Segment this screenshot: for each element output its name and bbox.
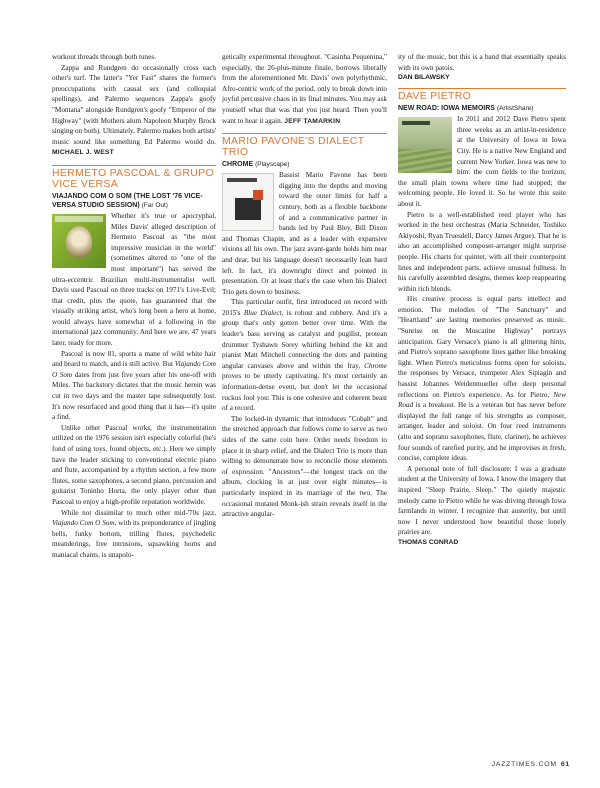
paragraph: The locked-in dynamic that introduces "Cobalt" and the stretched approach that follows come to serve as two sides of the same coin here. Order needs freedom to place it in sharp relief, and the Dialect Trio is more than willing to demonstrate how to reconcile those elements of expression. "Ancestors"—the longest track on the album, clocking in at just over eight minutes—is particularly inspired in its marriage of the two. The occasional mutated Monk-ish strain reveals itself in the attractive angular- [222, 414, 387, 519]
column-3 [398, 52, 566, 547]
record-label: (Far Out) [141, 201, 168, 209]
album-cover-image [398, 117, 452, 173]
paragraph: His creative process is equal parts intellect and emotion. The melodies of "The Sanctuary" and "Heartland" are lasting memories preserved as music. "Sunrise on the Muscatine Highway" portrays anticipation. Gary Versace's piano is all glittering hints, and Pietro's soprano saxophone lines gather like breaking light. When Pietro's meticulous forms open for soloists, the responses by Versace, trumpeter Alex Sipiagin and bassist Johannes Weidenmueller offer deep personal reflections on Pietro's experience. As for Pietro, New Road is a breakout. He is a veteran but has never before displayed the full range of his strengths as composer, arranger, leader and soloist. On four reed instruments (alto and soprano saxophones, flute, clarinet), he achieves four sounds of rarefied purity, and he improvises in fresh, concise, complete ideas. [398, 295, 566, 463]
reviewer-signature: MICHAEL J. WEST [52, 149, 114, 157]
review-artist-heading: DAVE PIETRO [398, 90, 472, 103]
site-name: JAZZTIMES.COM [491, 761, 557, 768]
record-label: (ArtistShare) [496, 105, 534, 113]
page-number: 61 [560, 761, 570, 768]
page-footer [470, 761, 570, 768]
paragraph: workout threads through both tunes. [52, 53, 157, 61]
paragraph: Whether it's true or apocryphal, Miles Davis' alleged description of Hermeto Pascoal as "the most impressive musician in the world" (sometimes altered to "one of the most important") has served the ultra-eccentric Brazilian multi-instrumentalist well. Davis used Pascoal on three tracks on 1971's Live-Evil; that credit, plus the quote, has guaranteed that the visually striking artist, who's long been a hero at home, would always have somewhat of a following in the international jazz community. And here we are, 47 years later, ready for more. [52, 211, 216, 348]
review-album-title: NEW ROAD: IOWA MEMOIRS (ArtistShare) [398, 105, 534, 113]
section-divider [398, 88, 566, 89]
reviewer-signature: JEFF TAMARKIN [284, 117, 341, 125]
paragraph: While not dissimilar to much other mid-'70s jazz, Viajando Com O Som, with its preponderance of jingling bells, funky bottom, trilling flutes, psychedelic meanderings, free intrusions, squawking horns and maniacal chants, is unapolo- [52, 508, 216, 559]
review-artist-heading: HERMETO PASCOAL & GRUPO VICE VERSA [52, 166, 214, 190]
column-1 [52, 52, 216, 561]
reviewer-signature: DAN BILAWSKY [398, 74, 450, 82]
review-album-title: VIAJANDO COM O SOM (THE LOST '76 VICE-VERSA STUDIO SESSION) (Far Out) [52, 192, 203, 209]
review-album-title: CHROME (Playscape) [222, 161, 290, 169]
paragraph: This particular outfit, first introduced on record with 2015's Blue Dialect, is robust and rubbery. And it's a group that's only gotten better over time. With the leader's bass serving as catalyst and pugilist, protean drummer Tyshawn Sorey whirling behind the kit and pianist Matt Mitchell connecting the dots and painting angular canvases above and within the fray, Chrome proves to be utterly captivating. It's most certainly an information-dense event, but don't let the occasional ruckus fool you: This is one cohesive and coherent beast of a record. [222, 298, 387, 413]
paragraph: Unlike other Pascoal works, the instrumentation utilized on the 1976 session isn't especially colorful (he's fond of using toys, found objects, etc.). Here we simply have the leader sticking to conventional electric piano and flute, accompanied by a rhythm section, a few more flutes, some saxophones, a second piano, percussion and guitarist Toninho Horta, the only player other than Pascoal to enjoy a high-profile reputation worldwide. [52, 423, 216, 506]
paragraph: A personal note of full disclosure: I was a graduate student at the University of Iowa. I know the imagery that inspired "Sleep Prairie, Sleep." The quietly majestic melody came to Pietro while he was driving through Iowa farmlands in winter. I recognize that austerity, but until now I never understood how beautiful those lonely prairies are. [398, 464, 566, 537]
column-2 [222, 52, 387, 520]
section-divider [52, 165, 216, 166]
album-cover-image [222, 173, 274, 231]
section-divider [222, 133, 387, 134]
paragraph: Zappa and Rundgren do occasionally cross each other's turf. The latter's "Yer Fast" shares the former's preoccupations with casual sex (and colloquial spellings), and Palermo sequences Zappa's goofy "Montana" alongside Rundgren's goofy "Emperor of the Highway" (with Mothers alum Napoleon Murphy Brock singing on both). Ultimately, Palermo makes both artists' music sound like something Ed Palermo would do. MICHAEL J. WEST [52, 63, 216, 157]
paragraph: Pietro is a well-established reed player who has worked in the best orchestras (Maria Schneider, Toshiko Akiyoshi, Ryan Truesdell, Darcy James Argue). That he is also an accomplished composer-arranger might surprise people. His charts for quintet, with all their counterpoint lines and independent parts, achieve unusual fullness. In his carefully assembled designs, themes keep reappearing within rich blends. [398, 210, 566, 293]
paragraph: ity of the music, but this is a band that essentially speaks with its own patois. [398, 53, 566, 72]
album-cover-image [52, 214, 106, 268]
paragraph: Pascoal is now 81, sports a mane of wild white hair and beard to match, and is still active. But Viajando Com O Som dates from just five years after his one-off with Miles. The backstory dictates that the music herein was cut in two days and the master tape subsequently lost. It's now resurfaced and good thing that it has—it's quite a find. [52, 349, 216, 422]
paragraph: getically experimental throughout. "Casinha Pequenina," especially, the 26-plus-minute finale, borrows liberally from the aforementioned Mr. Davis' own polyrhythmic, Afro-centric work of the period, only to break down into joyful percussive chaos in its final minutes. You may ask yourself what that was that you just heard. Then you'll want to hear it again. JEFF TAMARKIN [222, 53, 387, 125]
paragraph: In 2011 and 2012 Dave Pietro spent three weeks as an artist-in-residence at the University of Iowa in Iowa City. He is a native New England and current New Yorker. Iowa was new to him: the corn fields to the horizon; the small plain towns where time had stopped; the welcoming people. He loved it. So he wrote this suite about it. [398, 115, 566, 208]
review-artist-heading: MARIO PAVONE'S DIALECT TRIO [222, 135, 365, 159]
record-label: (Playscape) [255, 161, 290, 169]
paragraph: Bassist Mario Pavone has been digging into the depths and moving toward the outer limits for half a century, both as a flexible backbone of and a communicative partner in bands led by Paul Bley, Bill Dixon and Thomas Chapin, and as a leader with expansive visions all his own. The jazz avant-garde holds him near and dear, but his language doesn't necessarily lean hard left. In fact, it's downright direct and pointed in presentation. Or at least that's the case when his Dialect Trio gets down to business. [222, 171, 387, 296]
reviewer-signature: THOMAS CONRAD [398, 538, 459, 546]
